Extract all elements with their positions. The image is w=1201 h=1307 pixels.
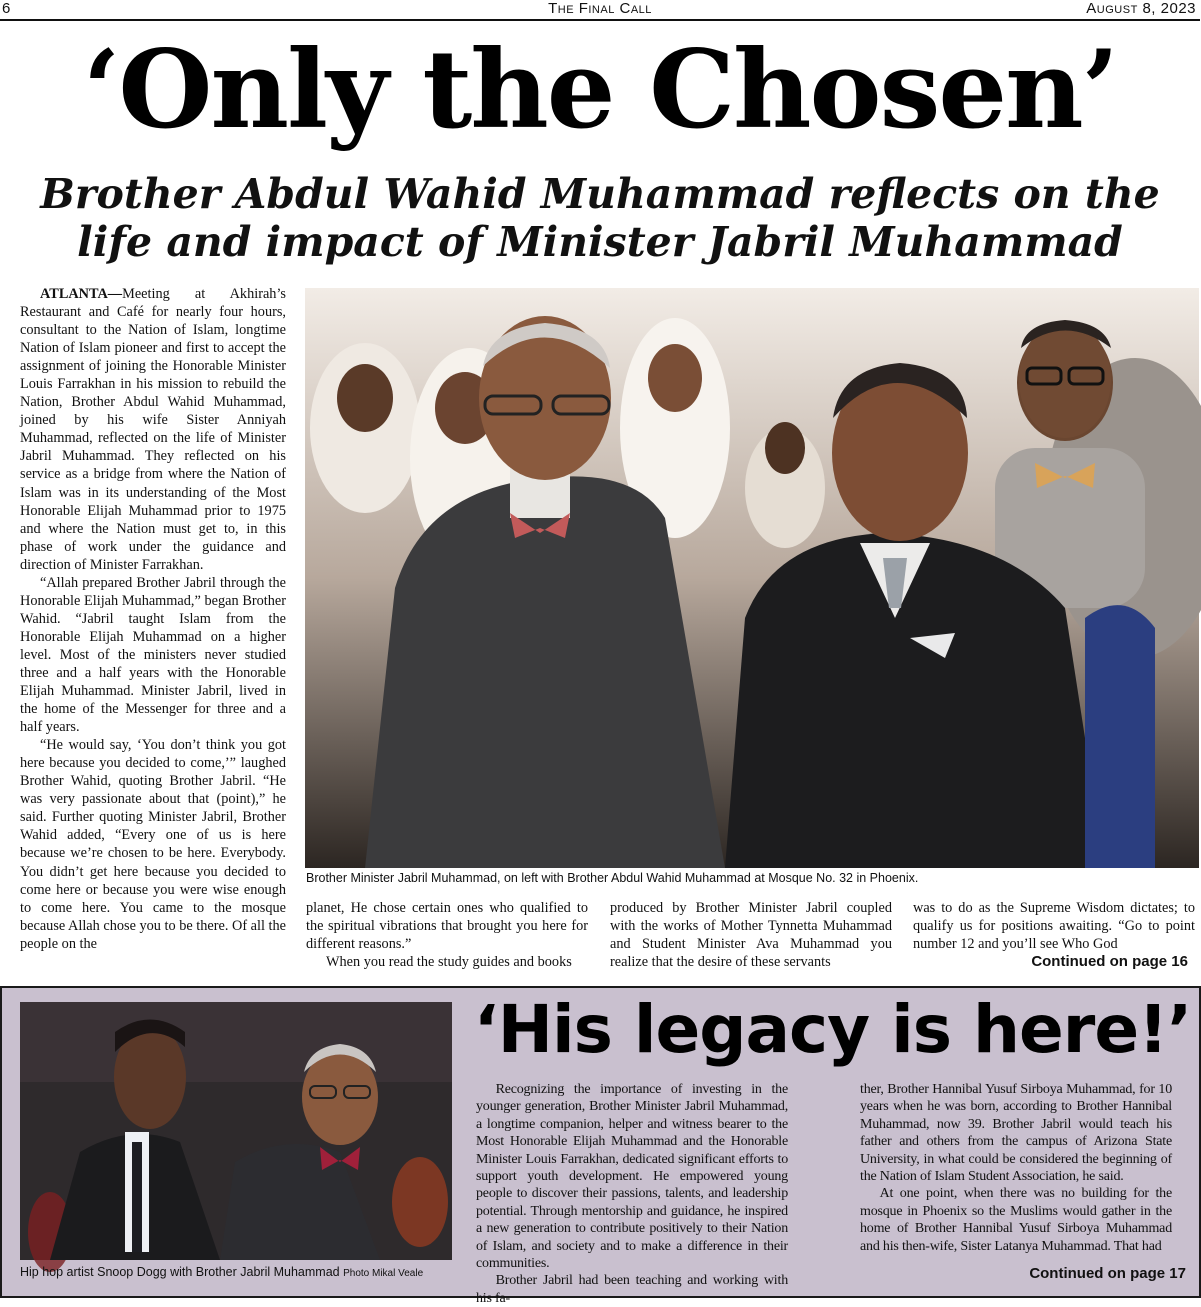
sidebar-photo-caption: Hip hop artist Snoop Dogg with Brother Jabril Muhammad Photo Mikal Veale <box>20 1265 424 1279</box>
sidebar-column-2 <box>860 1081 1172 1269</box>
article-paragraph: was to do as the Supreme Wisdom dictates; to qualify us for positions awaiting. “Go to point number 12 and you’ll see Who God <box>913 900 1195 953</box>
article-paragraph: produced by Brother Minister Jabril coupled with the works of Mother Tynnetta Muhammad and Student Minister Ava Muhammad you realize that the desire of these servants <box>610 900 892 971</box>
page-number: 6 <box>2 0 11 17</box>
sidebar-paragraph: Brother Jabril had been teaching and working with his fa- <box>476 1273 788 1306</box>
article-column-3 <box>610 899 892 975</box>
main-headline: ‘Only the Chosen’ <box>82 27 1118 153</box>
sidebar-headline: ‘His legacy is here!’ <box>473 991 1192 1068</box>
article-paragraph: When you read the study guides and books <box>326 954 572 971</box>
main-photo <box>305 288 1199 868</box>
article-column-2 <box>306 899 588 975</box>
article-paragraph: ATLANTA—Meeting at Akhirah’s Restaurant and Café for nearly four hours, consultant to the Nation of Islam, longtime Nation of Islam pioneer and first to accept the assignment of joining the Honorable Minister Louis Farrakhan in his mission to rebuild the Nation, Brother Abdul Wahid Muhammad, joined by his wife Sister Anniyah Muhammad, reflected on the life of Minister Jabril Muhammad. They reflected on his service as a bridge from where the Nation of Islam was in its understanding of the Most Honorable Elijah Muhammad prior to 1975 and where the Nation must get to, in this phase of work under the guidance and direction of Minister Farrakhan. <box>20 286 286 573</box>
sidebar-column-1 <box>476 1081 788 1306</box>
sidebar-paragraph: Recognizing the importance of investing in the younger generation, Brother Minister Jabril Muhammad, a longtime companion, helper and witness bearer to the Most Honorable Elijah Muhammad and the Honorable Minister Louis Farrakhan, dedicated significant efforts to support youth development. He empowered young people to discover their passions, talents, and leadership potential. Through mentorship and guidance, he inspired a new generation to contribute positively to their Nation of Islam, and society and to make a difference in their communities. <box>476 1082 788 1272</box>
main-deck: Brother Abdul Wahid Muhammad reflects on the life and impact of Minister Jabril Muhammad <box>40 170 1160 266</box>
article-paragraph: planet, He chose certain ones who qualified to the spiritual vibrations that brought you here for different reasons.” <box>306 900 588 953</box>
main-photo-caption: Brother Minister Jabril Muhammad, on left with Brother Abdul Wahid Muhammad at Mosque No. 32 in Phoenix. <box>306 871 919 885</box>
page-header <box>0 0 1200 21</box>
article-paragraph: “Allah prepared Brother Jabril through the Honorable Elijah Muhammad,” began Brother Wahid. “Jabril taught Islam from the Honorable Elijah Muhammad on a higher level. Most of the ministers never studied three and a half years with the Honorable Elijah Muhammad. Minister Jabril, lived in the home of the Messenger for three and a half years. <box>20 574 286 736</box>
article-paragraph: “He would say, ‘You don’t think you got here because you decided to come,’” laughed Brother Wahid, quoting Brother Jabril. “He was very passionate about that (point),” he said. Further quoting Minister Jabril, Brother Wahid added, “Every one of us is here because we’re chosen to be here. Everybody. You didn’t get here because you decided to come here or because you were wise enough to come here. You came to the mosque because Allah chose you to be there. Of all the people on the <box>20 737 286 952</box>
publication-name: The Final Call <box>548 0 652 17</box>
sidebar-continued-link[interactable]: Continued on page 17 <box>1029 1265 1186 1282</box>
photo-credit: Photo Mikal Veale <box>343 1268 424 1279</box>
dateline: ATLANTA— <box>40 286 123 302</box>
sidebar-paragraph: At one point, when there was no building for the mosque in Phoenix so the Muslims would gather in the home of Brother Hannibal Yusuf Sirboya Muhammad and his then-wife, Sister Latanya Muhammad. That had <box>860 1186 1172 1254</box>
continued-link[interactable]: Continued on page 16 <box>1031 953 1188 970</box>
article-column-1 <box>20 285 286 975</box>
issue-date: August 8, 2023 <box>1086 0 1196 17</box>
sidebar-photo <box>20 1002 452 1260</box>
sidebar-paragraph: ther, Brother Hannibal Yusuf Sirboya Muhammad, for 10 years when he was born, according to Brother Hannibal Muhammad, now 39. Brother Jabril would teach his father and others from the campus of Arizona State University, in what could be considered the beginning of the Nation of Islam Student Association, he said. <box>860 1082 1172 1185</box>
